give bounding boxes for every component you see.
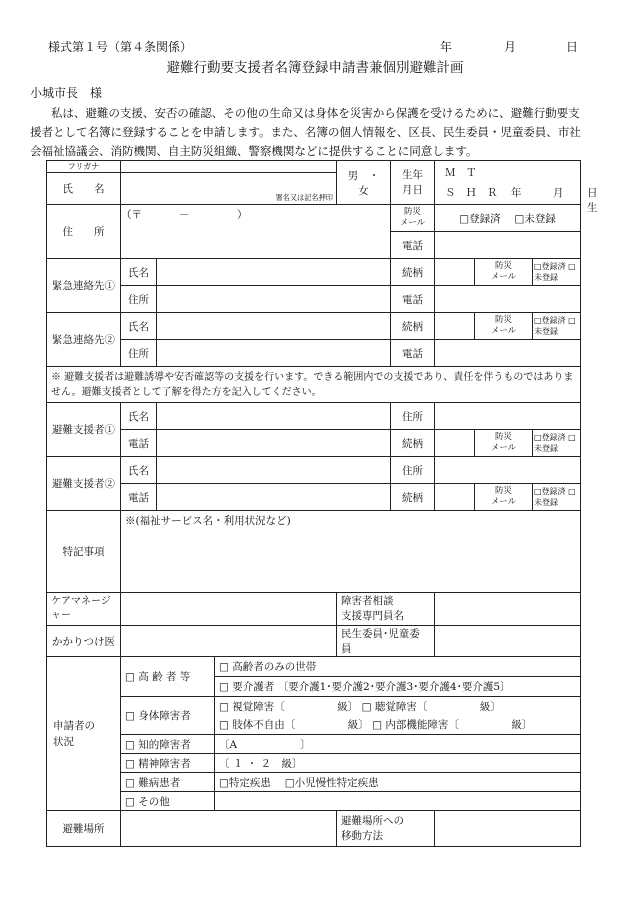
specific-disease-checkbox[interactable]: □特定疾患: [219, 776, 271, 789]
signature-note: 署名又は記名押印: [275, 193, 333, 202]
date-year-label: 年: [440, 40, 453, 54]
supporter-2-unregistered-checkbox[interactable]: □未登録: [534, 487, 576, 507]
form-number: 様式第１号（第４条関係）: [48, 40, 193, 54]
date-day-label: 日: [566, 40, 579, 54]
intellectual-disability-checkbox[interactable]: □ 知的障害者: [121, 735, 215, 754]
postal-suffix: ）: [237, 209, 248, 221]
disease-type-row: [215, 773, 581, 792]
elderly-checkbox[interactable]: □ 高 齢 者 等: [121, 657, 215, 697]
supporter-2-label: 避難支援者②: [47, 457, 121, 511]
emergency-contact-1-relation-label: 続柄: [391, 259, 435, 286]
disaster-mail-options: [435, 205, 581, 232]
hearing-impairment-checkbox[interactable]: □ 聴覚障害〔 級〕: [361, 700, 501, 713]
furigana-label: フリガナ: [47, 161, 121, 173]
supporter-2-address-label: 住所: [391, 457, 435, 484]
emergency-contact-1-mail-options: [533, 259, 581, 286]
phone-field[interactable]: [435, 232, 581, 259]
supporter-1-registered-checkbox[interactable]: □登録済: [534, 433, 566, 442]
consent-statement: 私は、避難の支援、安否の確認、その他の生命又は身体を災害から保護を受けるために、避難行動要支援者として名簿に登録することを申請します。また、名簿の個人情報を、区長、民生委員・児童委員、市社会福祉協議会、消防機関、自主防災組織、警察機関などに提供することに同意します。: [30, 106, 581, 158]
addressee: 小城市長 様: [30, 86, 103, 100]
intellectual-grade-field[interactable]: 〔A 〕: [215, 735, 581, 754]
special-notes-field[interactable]: [121, 511, 581, 593]
evacuation-route-label-line1: 避難場所への: [341, 814, 404, 827]
emergency-contact-1-address-label: 住所: [121, 286, 157, 313]
physical-disability-checkbox[interactable]: □ 身体障害者: [121, 697, 215, 735]
emergency-contact-1-unregistered-checkbox[interactable]: □未登録: [534, 262, 576, 282]
other-details-field[interactable]: [215, 792, 581, 811]
supporter-2-relation-label: 続柄: [391, 484, 435, 511]
era-options-top[interactable]: Ｍ Ｔ: [445, 167, 477, 179]
emergency-contact-2-address-field[interactable]: [157, 340, 391, 367]
emergency-contact-1-name-label: 氏名: [121, 259, 157, 286]
mail-unregistered-checkbox[interactable]: □未登録: [514, 212, 556, 225]
visual-impairment-checkbox[interactable]: □ 視覚障害〔 級〕: [219, 700, 359, 713]
emergency-contact-2-phone-label: 電話: [391, 340, 435, 367]
supporter-note: ※ 避難支援者は避難誘導や安否確認等の支援を行います。できる範囲内での支援であり、責任を伴うものではありません。避難支援者として了解を得た方を記入してください。: [47, 367, 581, 403]
address-field[interactable]: [121, 205, 391, 259]
supporter-1-mail-options: [533, 430, 581, 457]
emergency-contact-2-address-label: 住所: [121, 340, 157, 367]
supporter-1-address-label: 住所: [391, 403, 435, 430]
supporter-2-phone-field[interactable]: [157, 484, 391, 511]
address-label: 住 所: [47, 205, 121, 259]
mail-registered-checkbox[interactable]: □登録済: [459, 212, 501, 225]
emergency-contact-2-name-field[interactable]: [157, 313, 391, 340]
disaster-mail-label: [391, 205, 435, 232]
evacuation-route-label: [337, 811, 435, 847]
emergency-contact-1-registered-checkbox[interactable]: □登録済: [534, 262, 566, 271]
special-notes-label: 特記事項: [47, 511, 121, 593]
supporter-2-mail-label-line2: メール: [490, 497, 517, 507]
supporter-2-name-field[interactable]: [157, 457, 391, 484]
disability-consultant-label: [337, 593, 435, 626]
birth-year-label: 年: [511, 187, 522, 199]
evacuation-place-field[interactable]: [121, 811, 337, 847]
intractable-disease-checkbox[interactable]: □ 難病患者: [121, 773, 215, 792]
supporter-1-name-field[interactable]: [157, 403, 391, 430]
limb-internal-row: [215, 716, 581, 735]
emergency-contact-2-unregistered-checkbox[interactable]: □未登録: [534, 316, 576, 336]
supporter-1-relation-field[interactable]: [435, 430, 475, 457]
disability-consultant-label-line2: 支援専門員名: [341, 610, 404, 622]
applicant-status-label: [47, 657, 121, 811]
name-label: 氏 名: [47, 173, 121, 205]
emergency-contact-1-phone-label: 電話: [391, 286, 435, 313]
birth-date-label-line2: 月日: [402, 183, 423, 196]
emergency-contact-1-label: 緊急連絡先①: [47, 259, 121, 313]
emergency-contact-2-mail-label-line1: 防災: [494, 315, 512, 325]
visual-hearing-row: [215, 697, 581, 716]
applicant-status-label-line2: 状況: [53, 735, 74, 748]
emergency-contact-2-label: 緊急連絡先②: [47, 313, 121, 367]
emergency-contact-1-relation-field[interactable]: [435, 259, 475, 286]
era-options-bottom[interactable]: Ｓ Ｈ Ｒ: [445, 187, 498, 199]
emergency-contact-2-registered-checkbox[interactable]: □登録済: [534, 316, 566, 325]
supporter-1-mail-label: [475, 430, 533, 457]
applicant-status-label-line1: 申請者の: [53, 719, 95, 732]
care-needed-checkbox[interactable]: □ 要介護者 〔要介護1･要介護2･要介護3･要介護4･要介護5〕: [215, 677, 581, 697]
disability-consultant-field[interactable]: [435, 593, 581, 626]
emergency-contact-1-mail-label: [475, 259, 533, 286]
supporter-2-mail-label: [475, 484, 533, 511]
child-disease-checkbox[interactable]: □小児慢性特定疾患: [284, 776, 379, 789]
mental-grade-field[interactable]: 〔 １ ・ ２ 級〕: [215, 754, 581, 773]
birth-date-field[interactable]: [435, 161, 598, 214]
supporter-1-phone-field[interactable]: [157, 430, 391, 457]
welfare-commissioner-label: 民生委員･児童委員: [337, 626, 435, 657]
furigana-field[interactable]: [121, 161, 337, 173]
application-form: [46, 160, 598, 847]
supporter-1-relation-label: 続柄: [391, 430, 435, 457]
phone-label: 電話: [391, 232, 435, 259]
supporter-1-mail-label-line1: 防災: [494, 432, 512, 442]
emergency-contact-1-phone-field[interactable]: [435, 286, 581, 313]
emergency-contact-1-mail-label-line2: メール: [490, 272, 517, 282]
supporter-2-mail-options: [533, 484, 581, 511]
special-notes-hint: ※(福祉サービス名・利用状況など): [125, 515, 291, 527]
disaster-mail-label-line1: 防災: [403, 207, 421, 217]
supporter-2-relation-field[interactable]: [435, 484, 475, 511]
limb-disability-checkbox[interactable]: □ 肢体不自由〔 級〕: [219, 719, 369, 732]
evacuation-place-label: 避難場所: [47, 811, 121, 847]
emergency-contact-2-relation-label: 続柄: [391, 313, 435, 340]
date-month-label: 月: [504, 40, 517, 54]
emergency-contact-2-mail-options: [533, 313, 581, 340]
disability-consultant-label-line1: 障害者相談: [341, 595, 394, 607]
care-manager-label: ケアマネージャー: [47, 593, 121, 626]
care-manager-field[interactable]: [121, 593, 337, 626]
supporter-1-unregistered-checkbox[interactable]: □未登録: [534, 433, 576, 453]
supporter-2-registered-checkbox[interactable]: □登録済: [534, 487, 566, 496]
evacuation-route-field[interactable]: [435, 811, 581, 847]
birth-date-label: [391, 161, 435, 205]
supporter-2-address-field[interactable]: [435, 457, 581, 484]
supporter-1-label: 避難支援者①: [47, 403, 121, 457]
emergency-contact-1-name-field[interactable]: [157, 259, 391, 286]
emergency-contact-2-mail-label: [475, 313, 533, 340]
postal-prefix: （〒: [121, 209, 142, 221]
welfare-commissioner-field[interactable]: [435, 626, 581, 657]
birth-month-label: 月: [553, 187, 564, 199]
family-doctor-label: かかりつけ医: [47, 626, 121, 657]
mental-disability-checkbox[interactable]: □ 精神障害者: [121, 754, 215, 773]
supporter-1-address-field[interactable]: [435, 403, 581, 430]
disaster-mail-label-line2: メール: [399, 218, 426, 228]
supporter-2-mail-label-line1: 防災: [494, 486, 512, 496]
emergency-contact-1-address-field[interactable]: [157, 286, 391, 313]
name-field[interactable]: [121, 173, 337, 205]
emergency-contact-1-mail-label-line1: 防災: [494, 261, 512, 271]
supporter-2-phone-label: 電話: [121, 484, 157, 511]
family-doctor-field[interactable]: [121, 626, 337, 657]
supporter-1-mail-label-line2: メール: [490, 443, 517, 453]
other-checkbox[interactable]: □ その他: [121, 792, 215, 811]
emergency-contact-2-relation-field[interactable]: [435, 313, 475, 340]
internal-disability-checkbox[interactable]: □ 内部機能障害〔 級〕: [372, 719, 533, 732]
birth-day-label: 日 生: [587, 187, 598, 214]
birth-date-label-line1: 生年: [402, 168, 423, 181]
evacuation-route-label-line2: 移動方法: [341, 829, 383, 842]
emergency-contact-2-phone-field[interactable]: [435, 340, 581, 367]
postal-dash: －: [179, 209, 190, 221]
supporter-2-name-label: 氏名: [121, 457, 157, 484]
document-title: 避難行動要支援者名簿登録申請書兼個別避難計画: [166, 60, 464, 76]
gender-selector[interactable]: 男 ・ 女: [337, 161, 391, 205]
supporter-1-phone-label: 電話: [121, 430, 157, 457]
emergency-contact-2-mail-label-line2: メール: [490, 326, 517, 336]
emergency-contact-2-name-label: 氏名: [121, 313, 157, 340]
supporter-1-name-label: 氏名: [121, 403, 157, 430]
elderly-only-checkbox[interactable]: □ 高齢者のみの世帯: [215, 657, 581, 677]
